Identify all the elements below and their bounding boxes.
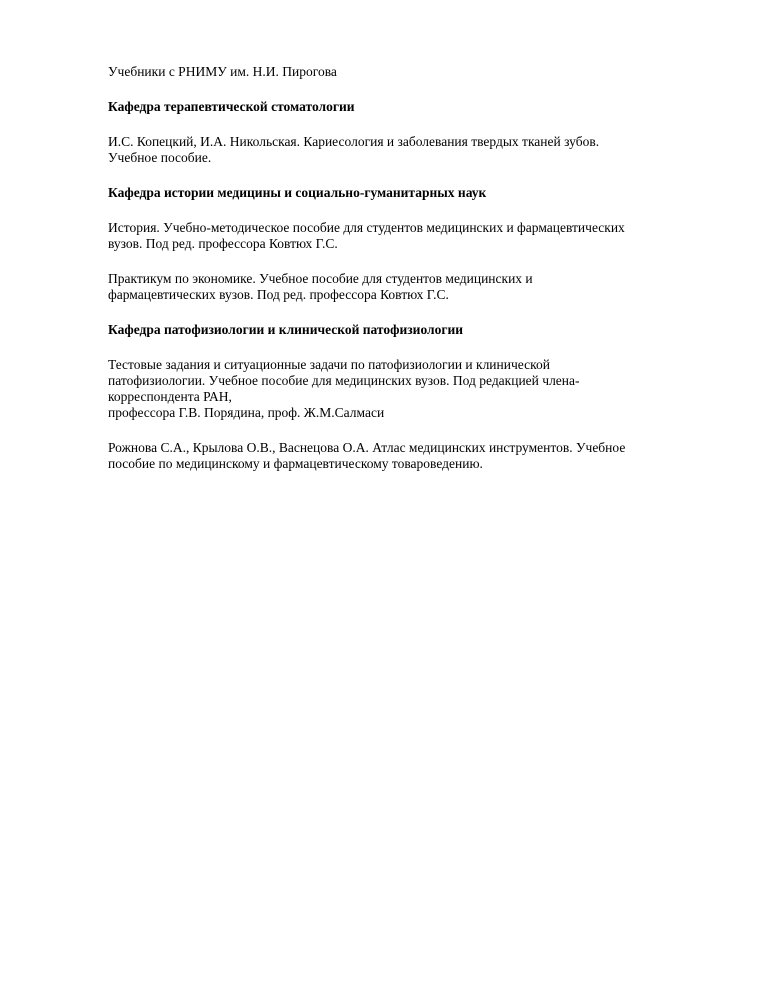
section-heading-history: Кафедра истории медицины и социально-гуманитарных наук [108,185,487,200]
list-item: И.С. Копецкий, И.А. Никольская. Кариесология и заболевания твердых тканей зубов. Учебное пособие. [108,134,600,165]
list-item: Практикум по экономике. Учебное пособие для студентов медицинских и фармацевтических вузов. Под ред. профессора Ковтюх Г.С. [108,271,533,302]
list-item: История. Учебно-методическое пособие для студентов медицинских и фармацевтических вузов. Под ред. профессора Ковтюх Г.С. [108,220,625,251]
document-intro: Учебники с РНИМУ им. Н.И. Пирогова [108,64,337,79]
document-page [108,64,728,491]
list-item: Рожнова С.А., Крылова О.В., Васнецова О.А. Атлас медицинских инструментов. Учебное пособие по медицинскому и фармацевтическому товароведению. [108,440,626,471]
section-heading-dentistry: Кафедра терапевтической стоматологии [108,99,355,114]
section-heading-pathophysiology: Кафедра патофизиологии и клинической патофизиологии [108,322,464,337]
list-item: Тестовые задания и ситуационные задачи по патофизиологии и клинической патофизиологии. Учебное пособие для медицинских вузов. Под редакцией члена- корреспондента РАН, профессора Г.В. Порядина, проф. Ж.М.Салмаси [108,357,580,420]
